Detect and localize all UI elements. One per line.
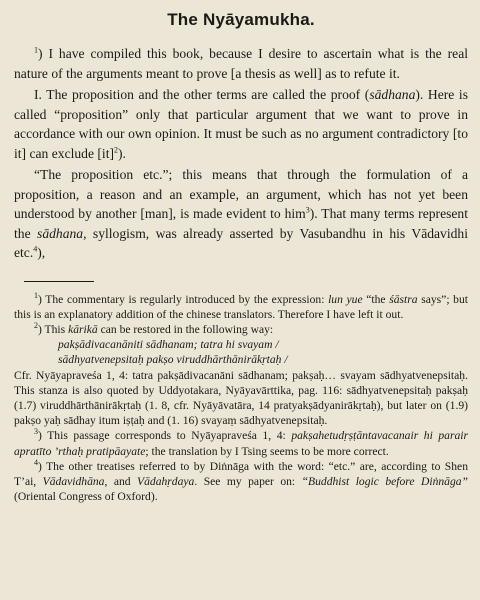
footnote-ref: 3	[305, 205, 310, 215]
footnote-mark: 1	[34, 290, 38, 300]
footnote-ref: 1	[34, 45, 38, 55]
paragraph-2	[14, 85, 468, 163]
sanskrit-term: Vādavidhāna	[42, 474, 105, 488]
paragraph-text: ) I have compiled this book, because I desire to ascertain what is the real nature of the arguments meant to prove [a thesis as well] as to refute it.	[14, 46, 468, 81]
sanskrit-term: Vādahṛdaya	[137, 474, 195, 488]
footnote-text: can be restored in the following way:	[97, 322, 274, 336]
footnote-ref: 4	[33, 244, 38, 254]
footnote-text: ) The other treatises referred to by Diṅnāga with the word: “etc.” are, according to Shen T’ai,	[14, 459, 468, 488]
footnote-mark: 4	[34, 457, 38, 467]
verse-line-2: sādhyatvenepsitaḥ pakṣo viruddhārthānirākṛtaḥ /	[58, 353, 288, 367]
paragraph-text: ). Here is called “proposition” only that particular argument that we want to prove in accordance with our own opinion. It must be such as no argument contradictory [to it] can exclude [it]	[14, 87, 468, 161]
paragraph-1	[14, 44, 468, 83]
footnote-text: , and	[104, 474, 138, 488]
sanskrit-term: pakṣahetudṛṣṭāntavacanair hi parair apratīto ’rthaḥ pratipāayate	[14, 429, 469, 458]
sanskrit-term: sādhana	[369, 87, 416, 102]
footnotes	[14, 292, 468, 505]
footnote-text: says”; but this is an explanatory addition of the chinese translators. Therefore I have left it out.	[14, 292, 468, 321]
paragraph-text: ),	[37, 245, 46, 260]
footnote-mark: 2	[34, 321, 38, 331]
footnote-text: . See my paper on:	[194, 474, 302, 488]
footnote-divider	[24, 281, 94, 282]
footnote-3	[14, 428, 468, 458]
page-title: The Nyāyamukha.	[167, 10, 315, 29]
footnote-text: (Oriental Congress of Oxford).	[14, 490, 158, 504]
sanskrit-term: lun yue	[328, 292, 363, 306]
paragraph-text: ). That many terms represent the	[14, 206, 469, 241]
paragraph-text: “The proposition etc.”; this means that through the formulation of a proposition, a reason and an example, an argument, which has not yet been understood by another [man], is made evident to him	[14, 167, 468, 221]
footnote-text: ) This passage corresponds to Nyāyapraveśa 1, 4:	[38, 429, 292, 443]
footnote-text: ; the translation by I Tsing seems to be more correct.	[145, 444, 389, 458]
sanskrit-term: śāstra	[389, 292, 418, 306]
paragraph-3	[14, 165, 468, 263]
footnote-2	[14, 322, 468, 337]
main-text	[14, 44, 468, 263]
sanskrit-term: kārikā	[68, 322, 98, 336]
paper-title: “Buddhist logic before Diṅnāga”	[301, 474, 468, 488]
footnote-1	[14, 292, 468, 322]
paragraph-text: , syllogism, was already asserted by Vasubandhu in his Vādavidhi etc.	[14, 225, 468, 260]
footnote-text: “the	[362, 292, 390, 306]
footnote-text: ) This	[38, 322, 69, 336]
footnote-4	[14, 459, 468, 505]
footnote-ref: 2	[114, 144, 119, 154]
footnote-mark: 3	[34, 427, 38, 437]
sanskrit-term: sādhana	[37, 225, 84, 241]
footnote-2-continuation: Cfr. Nyāyapraveśa 1, 4: tatra pakṣādivacanāni sādhanam; pakṣaḥ… svayam sādhyatvenepsitaḥ. This stanza is also quoted by Uddyotakara, Nyāyavārttika, pag. 116: sādhyatvenepsitaḥ pakṣaḥ (1.7) viruddhārthānirākṛtaḥ (1. 8, cfr. Nyāyāvatāra, 14 pratyakṣādyanirākṛtaḥ), but later on (1.9) pakṣo yaḥ sādhay itum iṣṭaḥ and (1. 16) svayaṃ sādhyatvenepsitaḥ.	[14, 368, 468, 428]
footnote-text: ) The commentary is regularly introduced by the expression:	[38, 292, 329, 306]
paragraph-text: ).	[118, 145, 126, 161]
verse-line-1: pakṣādivacanāniti sādhanam; tatra hi svayam /	[58, 338, 279, 352]
paragraph-text: I. The proposition and the other terms are called the proof (	[34, 87, 370, 102]
